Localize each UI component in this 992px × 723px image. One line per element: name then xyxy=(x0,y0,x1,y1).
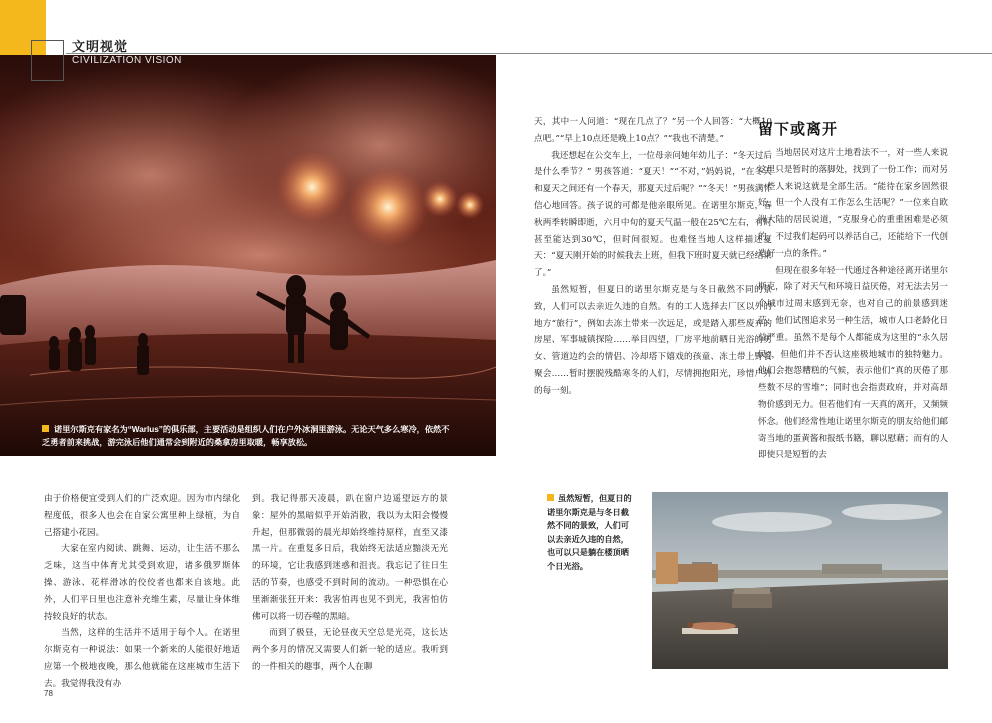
section-subtitle-en: CIVILIZATION VISION xyxy=(72,55,182,66)
paragraph: 由于价格便宜受到人们的广泛欢迎。因为市内绿化程度低，很多人也会在自家公寓里种上绿植，为自己搭建小花园。 xyxy=(44,494,240,538)
paragraph: 但现在很多年轻一代通过各种途径离开诺里尔斯克，除了对天气和环境日益厌倦，对无法去另一个城市过周末感到无奈，也对自己的前景感到迷茫，他们试图追求另一种生活，城市人口老龄化日益严重。虽然不是每个人都能成为这里的“永久居民”，但他们并不否认这座极地城市的独特魅力。他们会抱怨糟糕的气候，表示他们“真的厌倦了那些数不尽的雪堆”；同时也会指责政府，并对高昂物价感到无力。但若他们有一天真的离开，又频频怀念。他们经常性地让诺里尔斯克的朋友给他们邮寄当地的蛋黄酱和报纸书籍，聊以慰藉；而有的人即使只是短暂的去 xyxy=(758,265,948,461)
article-column-4 xyxy=(758,145,948,464)
caption-bullet-icon xyxy=(42,425,49,432)
header-frame-box xyxy=(31,40,64,81)
article-column-1 xyxy=(44,491,240,693)
paragraph: 当然，这样的生活并不适用于每个人。在诺里尔斯克有一种说法：如果一个新来的人能很好地适应第一个极地夜晚，那么他就能在这座城市生活下去。我觉得我没有办 xyxy=(44,628,240,689)
paragraph: 大家在室内阅读、跳舞、运动，让生活不那么乏味，这当中体育尤其受到欢迎，诸多俄罗斯体操、游泳、花样滑冰的佼佼者也都来自该地。此外，人们平日里也注意补充维生素，尽量让身体维持较良好的状态。 xyxy=(44,544,240,622)
paragraph: 天，其中一人问道：“现在几点了？”另一个人回答：“大概10点吧。”“早上10点还是晚上10点？”“我也不清楚。” xyxy=(534,117,772,144)
article-column-3 xyxy=(534,114,772,400)
paragraph: 我还想起在公交车上，一位母亲问她年幼儿子：“冬天过后是什么季节？” 男孩答道：“夏天！”“不对，”妈妈说，“在冬天和夏天之间还有一个春天，那夏天过后呢？”“冬天！”男孩满怀信心地回答。孩子说的可都是他亲眼所见。在诺里尔斯克，春秋两季转瞬即逝，六月中旬的夏天气温一般在25℃左右，有时甚至能达到30℃，但时间很短。也难怪当地人这样描述夏天：“夏天刚开始的时候我去上班，但我下班时夏天就已经结束了。” xyxy=(534,150,772,279)
page-number: 78 xyxy=(44,689,53,698)
article-column-2 xyxy=(252,491,448,676)
rooftop-sunbathing-photo xyxy=(652,492,948,669)
section-title: 文明视觉 xyxy=(72,40,129,55)
paragraph: 当地居民对这片土地看法不一，对一些人来说这里只是暂时的落脚处，找到了一份工作；而对另一些人来说这就是全部生活。“能待在家乡固然很好，但一个人没有工作怎么生活呢？”一位来自欧洲大陆的居民说道，“克服身心的重重困难是必须的，不过我们起码可以养活自己，还能给下一代创造好一点的条件。” xyxy=(758,148,948,259)
rooftop-photo-caption: 虽然短暂，但夏日的诺里尔斯克是与冬日截然不同的景致，人们可以去亲近久违的自然，也可以只是躺在楼顶晒个日光浴。 xyxy=(547,494,632,571)
header-rule xyxy=(66,53,992,54)
main-photo-caption: 诺里尔斯克有家名为“Warlus”的俱乐部，主要活动是组织人们在户外冰洞里游泳。无论天气多么寒冷，依然不乏勇者前来挑战，游完泳后他们通常会到附近的桑拿房里取暖，畅享放松。 xyxy=(42,425,450,447)
paragraph: 虽然短暂，但夏日的诺里尔斯克是与冬日截然不同的景致，人们可以去亲近久违的自然。有的工人选择去厂区以外的地方“旅行”，例如去冻土带来一次远足，或是踏入那些废弃的房屋、军事城镇探险……举目四望，厂房平地前晒日光浴的男女、管道边约会的情侣、冷却塔下嬉戏的孩童、冻土带上野餐聚会……暂时摆脱残酷寒冬的人们，尽情拥抱阳光，珍惜户外的每一刻。 xyxy=(534,284,772,396)
paragraph: 而到了极昼，无论昼夜天空总是光亮，这长达两个多月的情况又需要人们新一轮的适应。我听到的一件相关的趣事，两个人在聊 xyxy=(252,628,448,672)
section-heading: 留下或离开 xyxy=(758,120,839,138)
main-photo-ice-swimming xyxy=(0,55,496,456)
paragraph: 到。我记得那天凌晨，趴在窗户边遥望远方的景象：屋外的黑暗似乎开始消散，我以为太阳会慢慢升起，但那微弱的晨光却始终维持原样，直至又漆黑一片。在重复多日后，我始终无法适应黯淡无光的环境，它让我感到迷惑和沮丧。我忘记了往日生活的节奏，也感受不到时间的流动。一种恐惧在心里渐渐张狂开来：我害怕再也见不到光，我害怕仿佛可以将一切吞噬的黑暗。 xyxy=(252,494,448,622)
caption-bullet-icon xyxy=(547,494,554,501)
